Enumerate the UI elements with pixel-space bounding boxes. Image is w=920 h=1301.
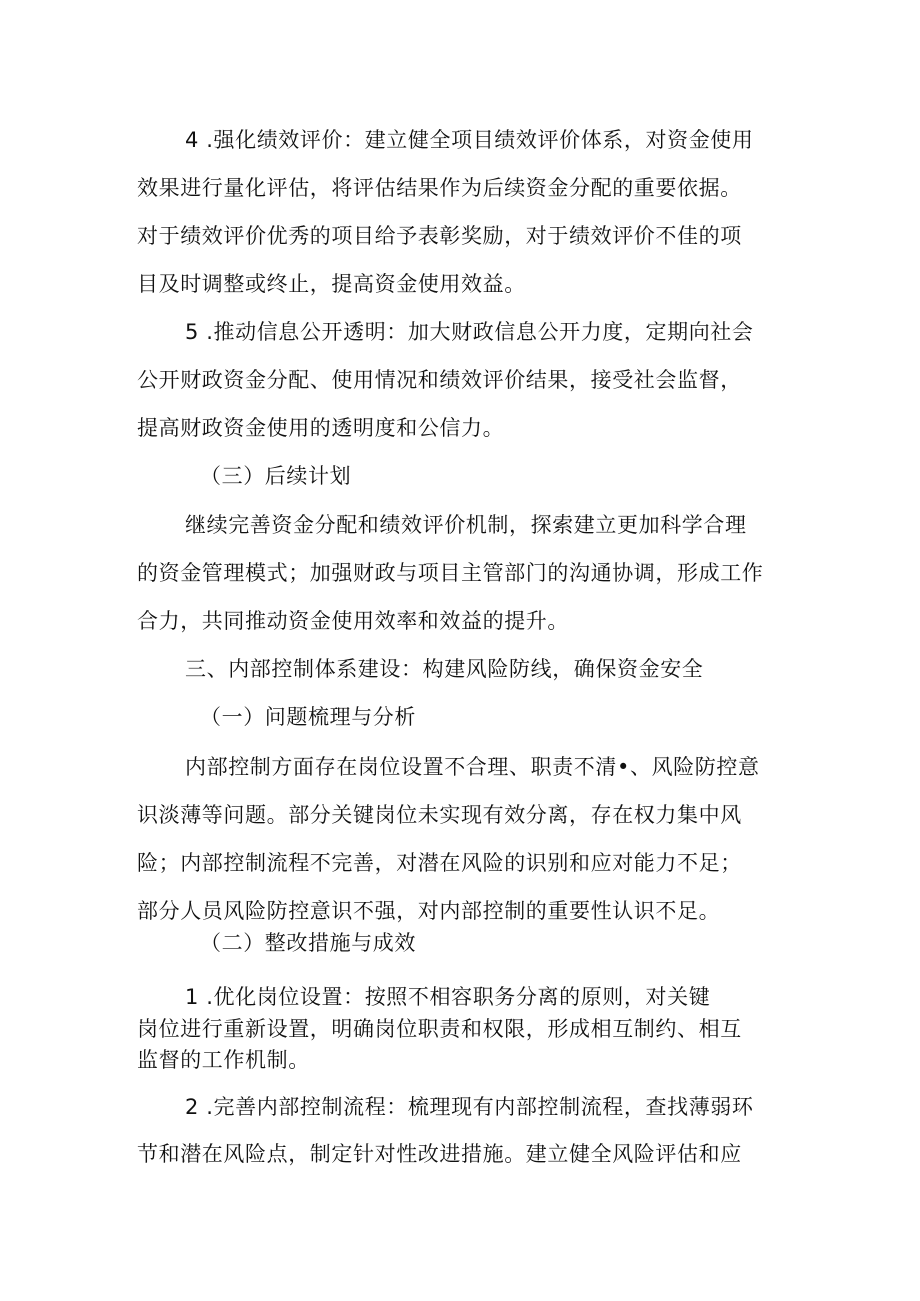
paragraph-line: 继续完善资金分配和绩效评价机制，探索建立更加科学合理: [185, 513, 747, 537]
paragraph-line: 提高财政资金使用的透明度和公信力。: [137, 416, 505, 440]
paragraph-line: 险；内部控制流程不完善，对潜在风险的识别和应对能力不足；: [137, 851, 742, 875]
paragraph-line: 5 .推动信息公开透明：加大财政信息公开力度，定期向社会: [185, 320, 754, 344]
section-heading: （一）问题梳理与分析: [200, 705, 416, 729]
paragraph-line: 的资金管理模式；加强财政与项目主管部门的沟通协调，形成工作: [137, 561, 764, 585]
paragraph-line: 监督的工作机制。: [137, 1048, 310, 1072]
section-heading: （三）后续计划: [200, 464, 352, 488]
paragraph-line: 公开财政资金分配、使用情况和绩效评价结果，接受社会监督，: [137, 368, 742, 392]
paragraph-line: 内部控制方面存在岗位设置不合理、职责不清•、风险防控意: [185, 755, 760, 779]
chapter-heading: 三、内部控制体系建设：构建风险防线，确保资金安全: [185, 657, 704, 681]
paragraph-line: 2 .完善内部控制流程：梳理现有内部控制流程，查找薄弱环: [185, 1095, 754, 1119]
paragraph-line: 岗位进行重新设置，明确岗位职责和权限，形成相互制约、相互: [137, 1017, 742, 1041]
section-heading: （二）整改措施与成效: [200, 931, 416, 955]
paragraph-line: 效果进行量化评估，将评估结果作为后续资金分配的重要依据。: [137, 176, 742, 200]
paragraph-line: 对于绩效评价优秀的项目给予表彰奖励，对于绩效评价不佳的项: [137, 224, 742, 248]
paragraph-line: 节和潜在风险点，制定针对性改进措施。建立健全风险评估和应: [137, 1142, 742, 1166]
paragraph-line: 合力，共同推动资金使用效率和效益的提升。: [137, 609, 569, 633]
paragraph-line: 1 .优化岗位设置：按照不相容职务分离的原则，对关键: [185, 985, 711, 1009]
paragraph-line: 4 .强化绩效评价：建立健全项目绩效评价体系，对资金使用: [185, 128, 754, 152]
paragraph-line: 识淡薄等问题。部分关键岗位未实现有效分离，存在权力集中风: [137, 803, 742, 827]
paragraph-line: 部分人员风险防控意识不强，对内部控制的重要性认识不足。: [137, 899, 721, 923]
paragraph-line: 目及时调整或终止，提高资金使用效益。: [137, 272, 526, 296]
